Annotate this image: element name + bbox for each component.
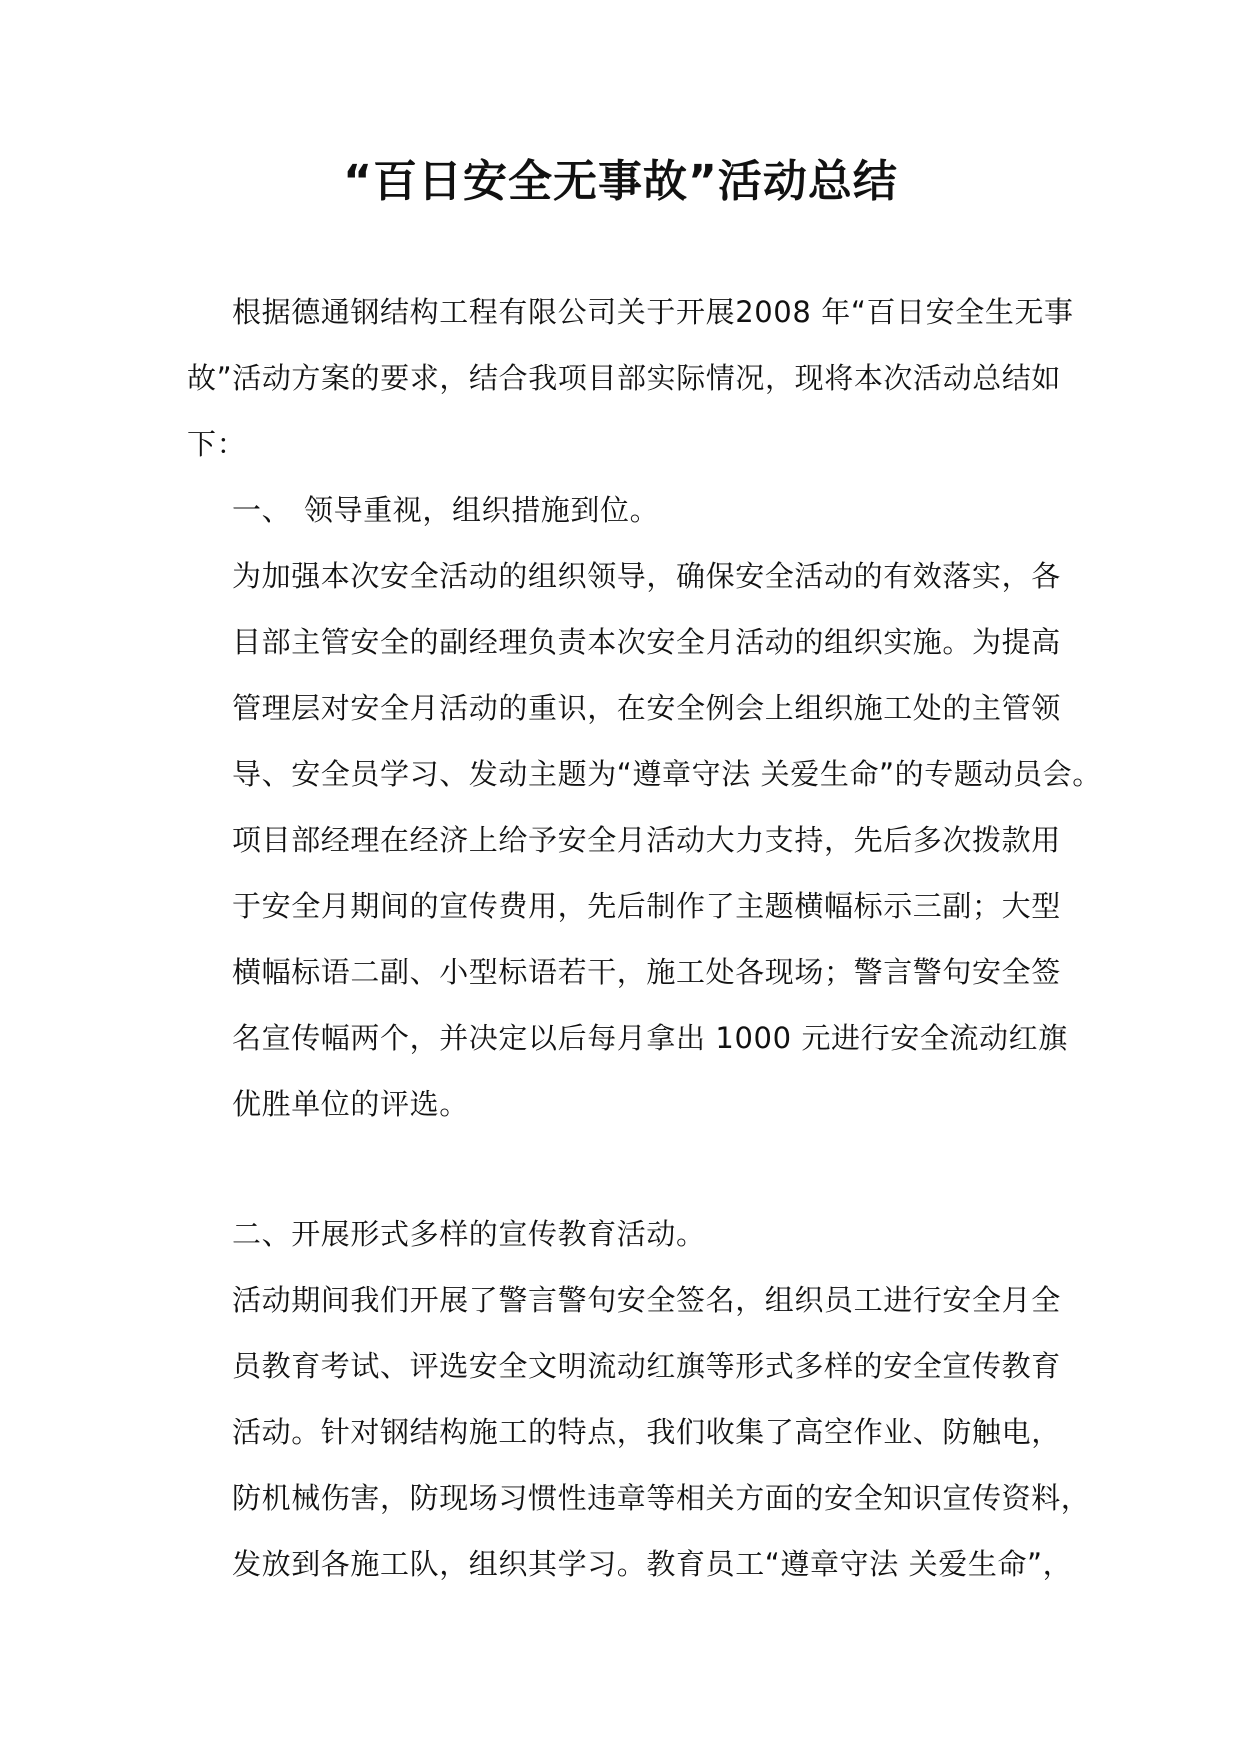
intro-line: 下： [187, 427, 247, 461]
intro-line: 故”活动方案的要求，结合我项目部实际情况，现将本次活动总结如 [187, 361, 1062, 395]
section-2-line: 防机械伤害，防现场习惯性违章等相关方面的安全知识宣传资料， [232, 1481, 1091, 1515]
section-1-line: 名宣传幅两个，并决定以后每月拿出 1000 元进行安全流动红旗 [232, 1021, 1068, 1055]
section-1-line: 横幅标语二副、小型标语若干，施工处各现场；警言警句安全签 [232, 955, 1061, 989]
section-2-line: 发放到各施工队，组织其学习。教育员工“遵章守法 关爱生命”， [232, 1547, 1073, 1581]
section-1-line: 为加强本次安全活动的组织领导，确保安全活动的有效落实，各 [232, 559, 1061, 593]
section-1-number: 一、 [232, 493, 292, 527]
intro-line: 根据德通钢结构工程有限公司关于开展2008 年“百日安全生无事 [232, 295, 1074, 329]
section-1-line: 优胜单位的评选。 [232, 1087, 469, 1121]
document-title: “百日安全无事故”活动总结 [343, 156, 898, 207]
section-1-line: 目部主管安全的副经理负责本次安全月活动的组织实施。为提高 [232, 625, 1061, 659]
section-1-line: 管理层对安全月活动的重识，在安全例会上组织施工处的主管领 [232, 691, 1061, 725]
section-2-line: 活动期间我们开展了警言警句安全签名，组织员工进行安全月全 [232, 1283, 1061, 1317]
section-1-line: 导、安全员学习、发动主题为“遵章守法 关爱生命”的专题动员会。 [232, 757, 1102, 791]
section-2-line: 活动。针对钢结构施工的特点，我们收集了高空作业、防触电， [232, 1415, 1061, 1449]
section-1-title: 领导重视，组织措施到位。 [304, 493, 660, 527]
section-1-line: 于安全月期间的宣传费用，先后制作了主题横幅标示三副；大型 [232, 889, 1061, 923]
section-2-heading: 二、开展形式多样的宣传教育活动。 [232, 1217, 706, 1251]
section-2-line: 员教育考试、评选安全文明流动红旗等形式多样的安全宣传教育 [232, 1349, 1061, 1383]
section-1-line: 项目部经理在经济上给予安全月活动大力支持，先后多次拨款用 [232, 823, 1061, 857]
section-1-heading [232, 490, 659, 530]
